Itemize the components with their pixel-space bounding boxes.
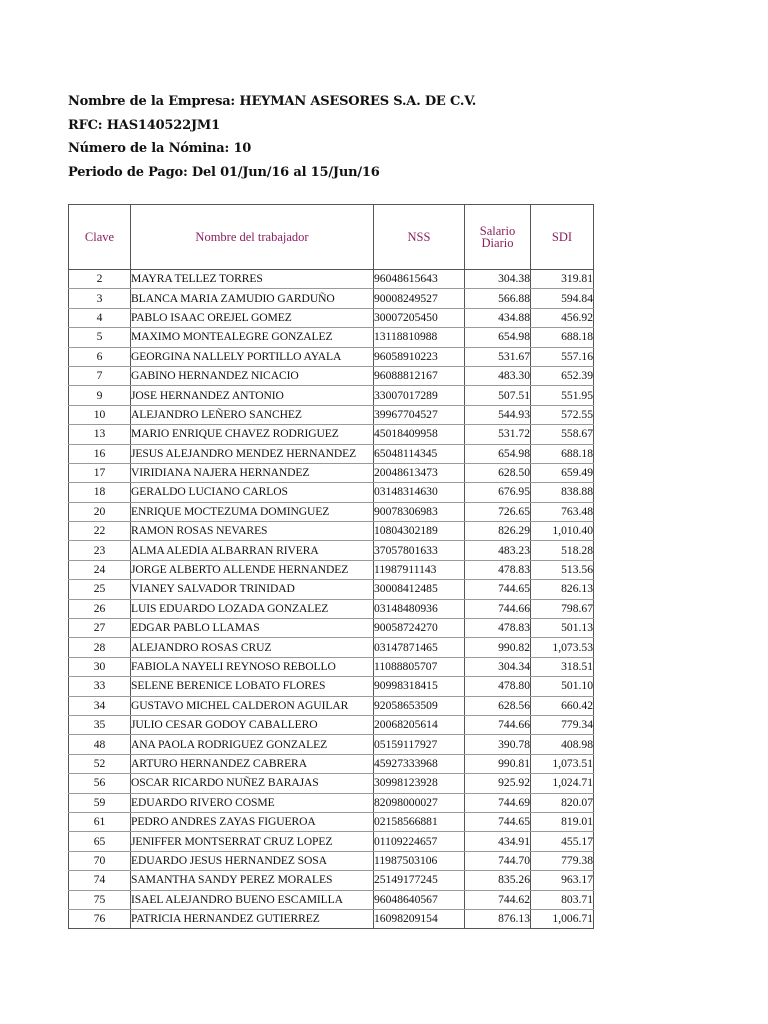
nomina-line — [68, 137, 708, 161]
table-row — [69, 909, 594, 928]
table-row — [69, 328, 594, 347]
cell-sdi: 803.71 — [531, 890, 594, 909]
cell-sdi: 763.48 — [531, 502, 594, 521]
cell-salario: 483.23 — [465, 541, 531, 560]
cell-salario: 654.98 — [465, 328, 531, 347]
table-row — [69, 735, 594, 754]
nomina-value: 10 — [233, 141, 252, 156]
table-row — [69, 463, 594, 482]
nomina-label: Número de la Nómina: — [68, 141, 230, 156]
payroll-table-head — [69, 205, 594, 270]
cell-clave: 65 — [69, 832, 131, 851]
cell-sdi: 838.88 — [531, 483, 594, 502]
table-row — [69, 619, 594, 638]
cell-nss: 65048114345 — [374, 444, 465, 463]
cell-salario: 304.34 — [465, 657, 531, 676]
cell-sdi: 551.95 — [531, 386, 594, 405]
cell-sdi: 319.81 — [531, 270, 594, 289]
cell-nombre: SELENE BERENICE LOBATO FLORES — [131, 677, 374, 696]
cell-nss: 45018409958 — [374, 425, 465, 444]
cell-nombre: EDUARDO JESUS HERNANDEZ SOSA — [131, 851, 374, 870]
table-row — [69, 890, 594, 909]
cell-nss: 96058910223 — [374, 347, 465, 366]
cell-sdi: 688.18 — [531, 444, 594, 463]
table-row — [69, 289, 594, 308]
column-header-salario — [465, 205, 531, 270]
cell-sdi: 659.49 — [531, 463, 594, 482]
cell-nombre: RAMON ROSAS NEVARES — [131, 522, 374, 541]
cell-salario: 925.92 — [465, 774, 531, 793]
cell-salario: 990.82 — [465, 638, 531, 657]
cell-salario: 434.91 — [465, 832, 531, 851]
table-row — [69, 483, 594, 502]
cell-nombre: JOSE HERNANDEZ ANTONIO — [131, 386, 374, 405]
cell-nss: 33007017289 — [374, 386, 465, 405]
cell-clave: 34 — [69, 696, 131, 715]
cell-nss: 90998318415 — [374, 677, 465, 696]
cell-clave: 4 — [69, 308, 131, 327]
cell-clave: 5 — [69, 328, 131, 347]
cell-nombre: PABLO ISAAC OREJEL GOMEZ — [131, 308, 374, 327]
periodo-label: Periodo de Pago: — [68, 164, 188, 180]
cell-clave: 10 — [69, 405, 131, 424]
periodo-line — [68, 161, 708, 185]
rfc-value: HAS140522JM1 — [106, 117, 220, 133]
table-row — [69, 580, 594, 599]
cell-nombre: GUSTAVO MICHEL CALDERON AGUILAR — [131, 696, 374, 715]
cell-salario: 434.88 — [465, 308, 531, 327]
column-header-nombre: Nombre del trabajador — [131, 205, 374, 270]
cell-nss: 13118810988 — [374, 328, 465, 347]
cell-clave: 30 — [69, 657, 131, 676]
cell-sdi: 558.67 — [531, 425, 594, 444]
table-row — [69, 638, 594, 657]
cell-clave: 26 — [69, 599, 131, 618]
cell-clave: 13 — [69, 425, 131, 444]
column-header-nss: NSS — [374, 205, 465, 270]
column-header-clave: Clave — [69, 205, 131, 270]
cell-salario: 744.62 — [465, 890, 531, 909]
document-header — [68, 90, 708, 184]
table-row — [69, 657, 594, 676]
cell-nss: 11987911143 — [374, 560, 465, 579]
table-row — [69, 405, 594, 424]
cell-salario: 826.29 — [465, 522, 531, 541]
cell-nss: 90008249527 — [374, 289, 465, 308]
cell-nss: 01109224657 — [374, 832, 465, 851]
cell-clave: 16 — [69, 444, 131, 463]
table-row — [69, 851, 594, 870]
header-row — [69, 205, 594, 270]
rfc-label: RFC: — [68, 117, 103, 133]
cell-nombre: EDGAR PABLO LLAMAS — [131, 619, 374, 638]
cell-sdi: 513.56 — [531, 560, 594, 579]
cell-clave: 23 — [69, 541, 131, 560]
cell-sdi: 820.07 — [531, 793, 594, 812]
cell-salario: 744.66 — [465, 599, 531, 618]
cell-nss: 11987503106 — [374, 851, 465, 870]
cell-sdi: 652.39 — [531, 366, 594, 385]
cell-nombre: JORGE ALBERTO ALLENDE HERNANDEZ — [131, 560, 374, 579]
cell-nss: 10804302189 — [374, 522, 465, 541]
cell-nombre: MARIO ENRIQUE CHAVEZ RODRIGUEZ — [131, 425, 374, 444]
cell-nombre: VIANEY SALVADOR TRINIDAD — [131, 580, 374, 599]
cell-clave: 2 — [69, 270, 131, 289]
cell-nss: 03148480936 — [374, 599, 465, 618]
table-row — [69, 347, 594, 366]
cell-sdi: 779.34 — [531, 715, 594, 734]
cell-nombre: MAXIMO MONTEALEGRE GONZALEZ — [131, 328, 374, 347]
cell-nss: 05159117927 — [374, 735, 465, 754]
cell-clave: 3 — [69, 289, 131, 308]
cell-sdi: 572.55 — [531, 405, 594, 424]
cell-nss: 90078306983 — [374, 502, 465, 521]
cell-salario: 990.81 — [465, 754, 531, 773]
cell-nombre: VIRIDIANA NAJERA HERNANDEZ — [131, 463, 374, 482]
cell-nombre: PATRICIA HERNANDEZ GUTIERREZ — [131, 909, 374, 928]
payroll-table-body — [69, 270, 594, 929]
cell-salario: 390.78 — [465, 735, 531, 754]
table-row — [69, 366, 594, 385]
table-row — [69, 696, 594, 715]
cell-nss: 20068205614 — [374, 715, 465, 734]
cell-sdi: 688.18 — [531, 328, 594, 347]
cell-sdi: 963.17 — [531, 871, 594, 890]
rfc-line — [68, 114, 708, 138]
cell-salario: 876.13 — [465, 909, 531, 928]
cell-sdi: 501.10 — [531, 677, 594, 696]
cell-nombre: EDUARDO RIVERO COSME — [131, 793, 374, 812]
cell-sdi: 456.92 — [531, 308, 594, 327]
cell-clave: 52 — [69, 754, 131, 773]
empresa-value: HEYMAN ASESORES S.A. DE C.V. — [239, 94, 477, 109]
cell-salario: 531.72 — [465, 425, 531, 444]
table-row — [69, 774, 594, 793]
cell-sdi: 1,073.51 — [531, 754, 594, 773]
cell-nss: 92058653509 — [374, 696, 465, 715]
cell-sdi: 798.67 — [531, 599, 594, 618]
cell-salario: 744.70 — [465, 851, 531, 870]
column-header-sdi: SDI — [531, 205, 594, 270]
cell-nombre: LUIS EDUARDO LOZADA GONZALEZ — [131, 599, 374, 618]
cell-clave: 25 — [69, 580, 131, 599]
table-row — [69, 444, 594, 463]
table-row — [69, 560, 594, 579]
cell-salario: 478.80 — [465, 677, 531, 696]
cell-nombre: GABINO HERNANDEZ NICACIO — [131, 366, 374, 385]
table-row — [69, 871, 594, 890]
cell-salario: 654.98 — [465, 444, 531, 463]
cell-clave: 48 — [69, 735, 131, 754]
cell-nss: 25149177245 — [374, 871, 465, 890]
cell-salario: 478.83 — [465, 560, 531, 579]
salario-header-line1: Salario — [479, 224, 516, 238]
cell-nombre: GERALDO LUCIANO CARLOS — [131, 483, 374, 502]
cell-clave: 24 — [69, 560, 131, 579]
cell-clave: 75 — [69, 890, 131, 909]
cell-clave: 35 — [69, 715, 131, 734]
cell-nombre: BLANCA MARIA ZAMUDIO GARDUÑO — [131, 289, 374, 308]
cell-sdi: 501.13 — [531, 619, 594, 638]
cell-salario: 744.65 — [465, 812, 531, 831]
cell-salario: 531.67 — [465, 347, 531, 366]
cell-clave: 74 — [69, 871, 131, 890]
cell-nss: 30007205450 — [374, 308, 465, 327]
cell-nombre: ENRIQUE MOCTEZUMA DOMINGUEZ — [131, 502, 374, 521]
cell-nss: 03148314630 — [374, 483, 465, 502]
cell-nombre: PEDRO ANDRES ZAYAS FIGUEROA — [131, 812, 374, 831]
table-row — [69, 715, 594, 734]
table-row — [69, 308, 594, 327]
cell-nss: 96048615643 — [374, 270, 465, 289]
cell-clave: 9 — [69, 386, 131, 405]
periodo-value: Del 01/Jun/16 al 15/Jun/16 — [191, 164, 380, 180]
cell-nss: 45927333968 — [374, 754, 465, 773]
cell-clave: 20 — [69, 502, 131, 521]
table-row — [69, 270, 594, 289]
cell-clave: 28 — [69, 638, 131, 657]
cell-nss: 16098209154 — [374, 909, 465, 928]
cell-nss: 39967704527 — [374, 405, 465, 424]
cell-clave: 56 — [69, 774, 131, 793]
cell-sdi: 408.98 — [531, 735, 594, 754]
cell-salario: 507.51 — [465, 386, 531, 405]
table-row — [69, 502, 594, 521]
cell-salario: 676.95 — [465, 483, 531, 502]
cell-nss: 30998123928 — [374, 774, 465, 793]
cell-sdi: 1,006.71 — [531, 909, 594, 928]
cell-sdi: 594.84 — [531, 289, 594, 308]
cell-clave: 61 — [69, 812, 131, 831]
cell-sdi: 779.38 — [531, 851, 594, 870]
cell-sdi: 826.13 — [531, 580, 594, 599]
cell-nombre: ALEJANDRO LEÑERO SANCHEZ — [131, 405, 374, 424]
cell-nombre: GEORGINA NALLELY PORTILLO AYALA — [131, 347, 374, 366]
salario-header-line2: Diario — [481, 236, 514, 250]
table-row — [69, 599, 594, 618]
cell-sdi: 1,010.40 — [531, 522, 594, 541]
cell-clave: 18 — [69, 483, 131, 502]
cell-sdi: 660.42 — [531, 696, 594, 715]
cell-nombre: MAYRA TELLEZ TORRES — [131, 270, 374, 289]
cell-sdi: 518.28 — [531, 541, 594, 560]
table-row — [69, 754, 594, 773]
cell-nombre: ALEJANDRO ROSAS CRUZ — [131, 638, 374, 657]
cell-salario: 628.56 — [465, 696, 531, 715]
cell-clave: 70 — [69, 851, 131, 870]
table-row — [69, 812, 594, 831]
cell-nss: 90058724270 — [374, 619, 465, 638]
cell-nombre: FABIOLA NAYELI REYNOSO REBOLLO — [131, 657, 374, 676]
cell-nombre: OSCAR RICARDO NUÑEZ BARAJAS — [131, 774, 374, 793]
cell-salario: 726.65 — [465, 502, 531, 521]
cell-sdi: 1,073.53 — [531, 638, 594, 657]
cell-nss: 11088805707 — [374, 657, 465, 676]
table-row — [69, 522, 594, 541]
cell-salario: 835.26 — [465, 871, 531, 890]
cell-sdi: 557.16 — [531, 347, 594, 366]
cell-nss: 96048640567 — [374, 890, 465, 909]
cell-nss: 96088812167 — [374, 366, 465, 385]
cell-clave: 7 — [69, 366, 131, 385]
cell-clave: 27 — [69, 619, 131, 638]
cell-sdi: 1,024.71 — [531, 774, 594, 793]
cell-clave: 76 — [69, 909, 131, 928]
cell-nombre: JESUS ALEJANDRO MENDEZ HERNANDEZ — [131, 444, 374, 463]
cell-nss: 20048613473 — [374, 463, 465, 482]
cell-salario: 483.30 — [465, 366, 531, 385]
cell-sdi: 819.01 — [531, 812, 594, 831]
cell-salario: 744.66 — [465, 715, 531, 734]
cell-nss: 03147871465 — [374, 638, 465, 657]
cell-salario: 544.93 — [465, 405, 531, 424]
cell-clave: 33 — [69, 677, 131, 696]
cell-salario: 744.69 — [465, 793, 531, 812]
table-row — [69, 793, 594, 812]
table-row — [69, 677, 594, 696]
cell-clave: 6 — [69, 347, 131, 366]
cell-salario: 566.88 — [465, 289, 531, 308]
cell-clave: 17 — [69, 463, 131, 482]
empresa-label: Nombre de la Empresa: — [68, 94, 236, 109]
table-row — [69, 541, 594, 560]
table-row — [69, 832, 594, 851]
cell-clave: 22 — [69, 522, 131, 541]
cell-nombre: SAMANTHA SANDY PEREZ MORALES — [131, 871, 374, 890]
cell-nombre: ALMA ALEDIA ALBARRAN RIVERA — [131, 541, 374, 560]
cell-sdi: 455.17 — [531, 832, 594, 851]
empresa-line — [68, 90, 708, 114]
cell-clave: 59 — [69, 793, 131, 812]
table-row — [69, 386, 594, 405]
cell-nss: 30008412485 — [374, 580, 465, 599]
payroll-table — [68, 204, 594, 929]
cell-nombre: ANA PAOLA RODRIGUEZ GONZALEZ — [131, 735, 374, 754]
cell-nss: 37057801633 — [374, 541, 465, 560]
cell-nombre: JENIFFER MONTSERRAT CRUZ LOPEZ — [131, 832, 374, 851]
cell-nombre: JULIO CESAR GODOY CABALLERO — [131, 715, 374, 734]
cell-nombre: ARTURO HERNANDEZ CABRERA — [131, 754, 374, 773]
cell-nss: 82098000027 — [374, 793, 465, 812]
cell-nombre: ISAEL ALEJANDRO BUENO ESCAMILLA — [131, 890, 374, 909]
cell-salario: 744.65 — [465, 580, 531, 599]
cell-salario: 304.38 — [465, 270, 531, 289]
cell-nss: 02158566881 — [374, 812, 465, 831]
cell-salario: 628.50 — [465, 463, 531, 482]
cell-sdi: 318.51 — [531, 657, 594, 676]
table-row — [69, 425, 594, 444]
cell-salario: 478.83 — [465, 619, 531, 638]
